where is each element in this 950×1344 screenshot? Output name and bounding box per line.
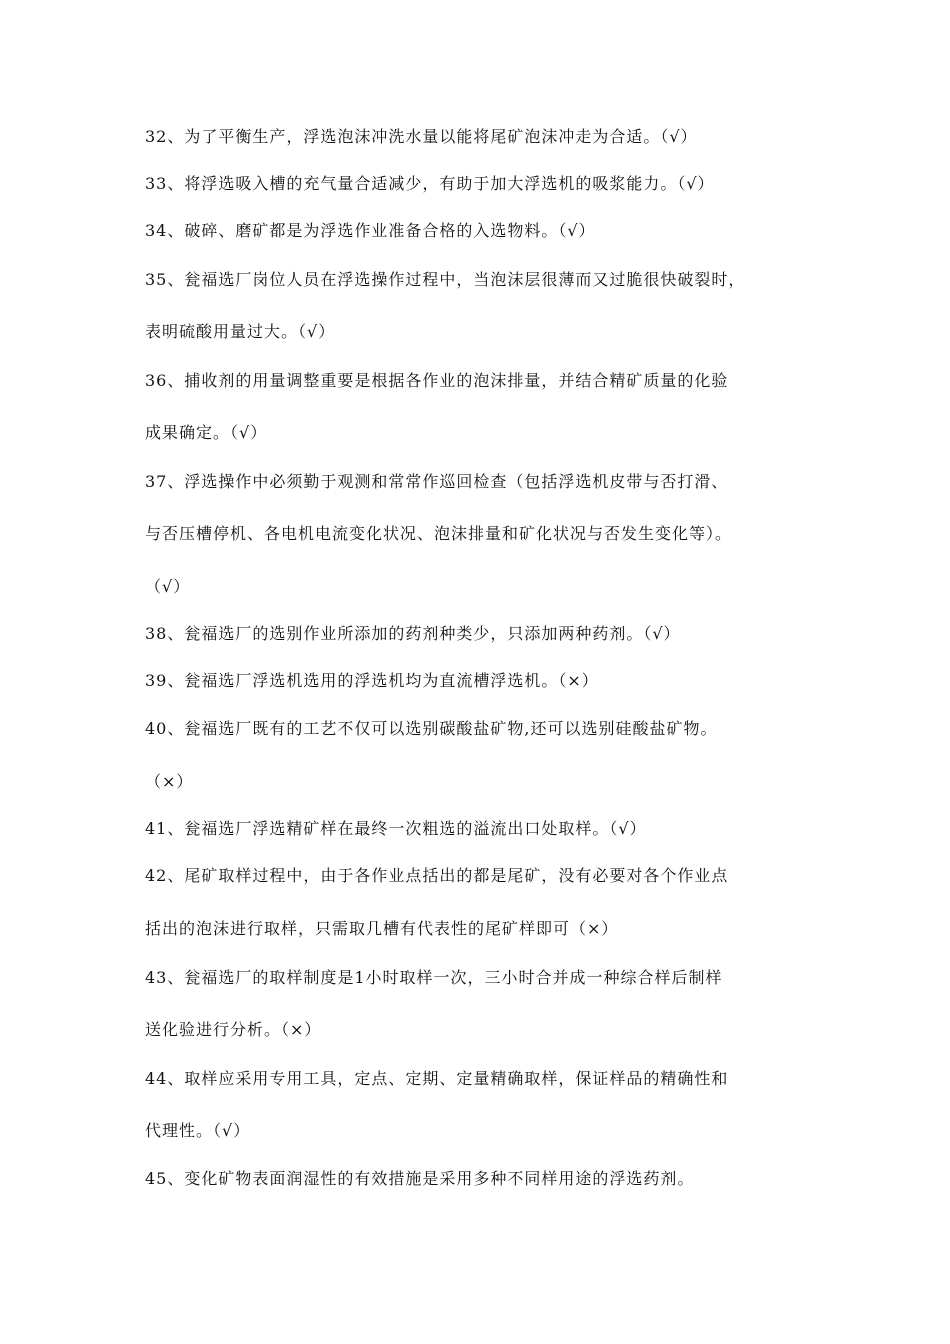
text-line-q35-a: 35、瓮福选厂岗位人员在浮选操作过程中，当泡沫层很薄而又过脆很快破裂时， bbox=[145, 270, 746, 289]
text-line-q34: 34、破碎、磨矿都是为浮选作业准备合格的入选物料。（√） bbox=[145, 221, 596, 240]
text-line-q45: 45、变化矿物表面润湿性的有效措施是采用多种不同样用途的浮选药剂。 bbox=[145, 1169, 695, 1188]
text-line-q36-b: 成果确定。（√） bbox=[145, 423, 268, 442]
text-line-q42-a: 42、尾矿取样过程中，由于各作业点括出的都是尾矿，没有必要对各个作业点 bbox=[145, 866, 729, 885]
text-line-q40-a: 40、瓮福选厂既有的工艺不仅可以选别碳酸盐矿物,还可以选别硅酸盐矿物。 bbox=[145, 719, 718, 738]
text-line-q36-a: 36、捕收剂的用量调整重要是根据各作业的泡沫排量，并结合精矿质量的化验 bbox=[145, 371, 729, 390]
text-line-q43-b: 送化验进行分析。（×） bbox=[145, 1020, 322, 1039]
text-line-q32: 32、为了平衡生产，浮选泡沫冲洗水量以能将尾矿泡沫冲走为合适。（√） bbox=[145, 127, 698, 146]
text-line-q40-b: （×） bbox=[145, 772, 194, 791]
text-line-q39: 39、瓮福选厂浮选机选用的浮选机均为直流槽浮选机。（×） bbox=[145, 671, 599, 690]
text-line-q44-a: 44、取样应采用专用工具，定点、定期、定量精确取样，保证样品的精确性和 bbox=[145, 1069, 729, 1088]
text-line-q37-b: 与否压槽停机、各电机电流变化状况、泡沫排量和矿化状况与否发生变化等）。 bbox=[145, 524, 733, 543]
text-line-q43-a: 43、瓮福选厂的取样制度是1小时取样一次，三小时合并成一种综合样后制样 bbox=[145, 968, 723, 987]
text-line-q44-b: 代理性。（√） bbox=[145, 1121, 251, 1140]
text-line-q35-b: 表明硫酸用量过大。（√） bbox=[145, 322, 336, 341]
text-line-q41: 41、瓮福选厂浮选精矿样在最终一次粗选的溢流出口处取样。（√） bbox=[145, 819, 647, 838]
text-line-q37-a: 37、浮选操作中必须勤于观测和常常作巡回检查（包括浮选机皮带与否打滑、 bbox=[145, 472, 729, 491]
text-line-q38: 38、瓮福选厂的选别作业所添加的药剂种类少，只添加两种药剂。（√） bbox=[145, 624, 681, 643]
text-line-q37-c: （√） bbox=[145, 577, 191, 596]
text-line-q42-b: 括出的泡沫进行取样，只需取几槽有代表性的尾矿样即可（×） bbox=[145, 919, 619, 938]
text-line-q33: 33、将浮选吸入槽的充气量合适减少，有助于加大浮选机的吸浆能力。（√） bbox=[145, 174, 715, 193]
